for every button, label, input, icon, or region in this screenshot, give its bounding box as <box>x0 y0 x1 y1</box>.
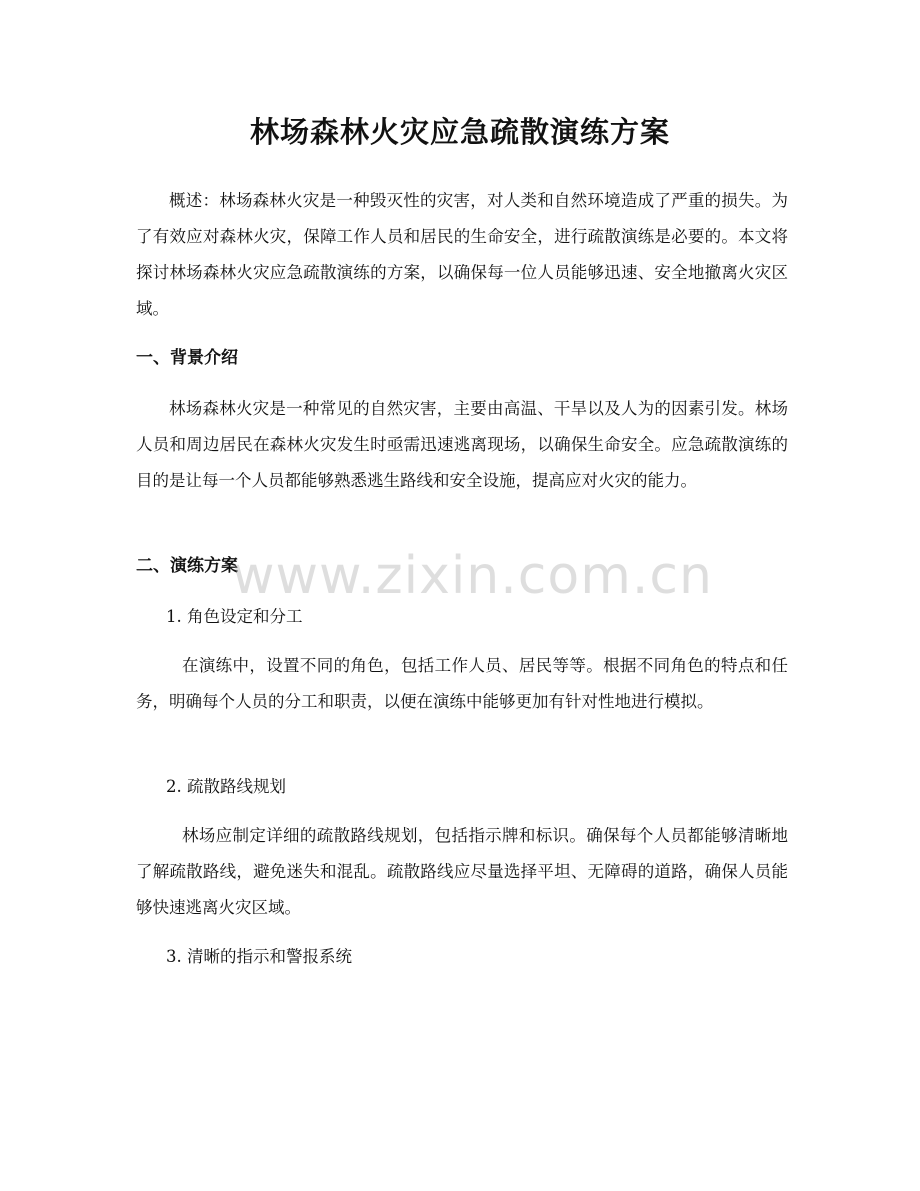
item2-heading: 2. 疏散路线规划 <box>166 777 286 796</box>
section1-heading: 一、背景介绍 <box>136 348 238 368</box>
document-title: 林场森林火灾应急疏散演练方案 <box>249 115 670 149</box>
section2-heading: 二、演练方案 <box>136 556 238 576</box>
intro-paragraph: 概述：林场森林火灾是一种毁灭性的灾害，对人类和自然环境造成了严重的损失。为了有效应对森林火灾，保障工作人员和居民的生命安全，进行疏散演练是必要的。本文将探讨林场森林火灾应急疏散演练的方案，以确保每一位人员能够迅速、安全地撤离火灾区域。 <box>136 191 788 318</box>
watermark: www.zixin.com.cn <box>232 546 713 606</box>
section1-paragraph: 林场森林火灾是一种常见的自然灾害，主要由高温、干旱以及人为的因素引发。林场人员和周边居民在森林火灾发生时亟需迅速逃离现场，以确保生命安全。应急疏散演练的目的是让每一个人员都能够熟悉逃生路线和安全设施，提高应对火灾的能力。 <box>136 399 788 490</box>
item1-paragraph: 在演练中，设置不同的角色，包括工作人员、居民等等。根据不同角色的特点和任务，明确每个人员的分工和职责，以便在演练中能够更加有针对性地进行模拟。 <box>136 656 788 711</box>
item1-heading: 1. 角色设定和分工 <box>166 607 303 626</box>
item3-heading: 3. 清晰的指示和警报系统 <box>166 947 352 966</box>
item2-paragraph: 林场应制定详细的疏散路线规划，包括指示牌和标识。确保每个人员都能够清晰地了解疏散路线，避免迷失和混乱。疏散路线应尽量选择平坦、无障碍的道路，确保人员能够快速逃离火灾区域。 <box>136 826 788 917</box>
